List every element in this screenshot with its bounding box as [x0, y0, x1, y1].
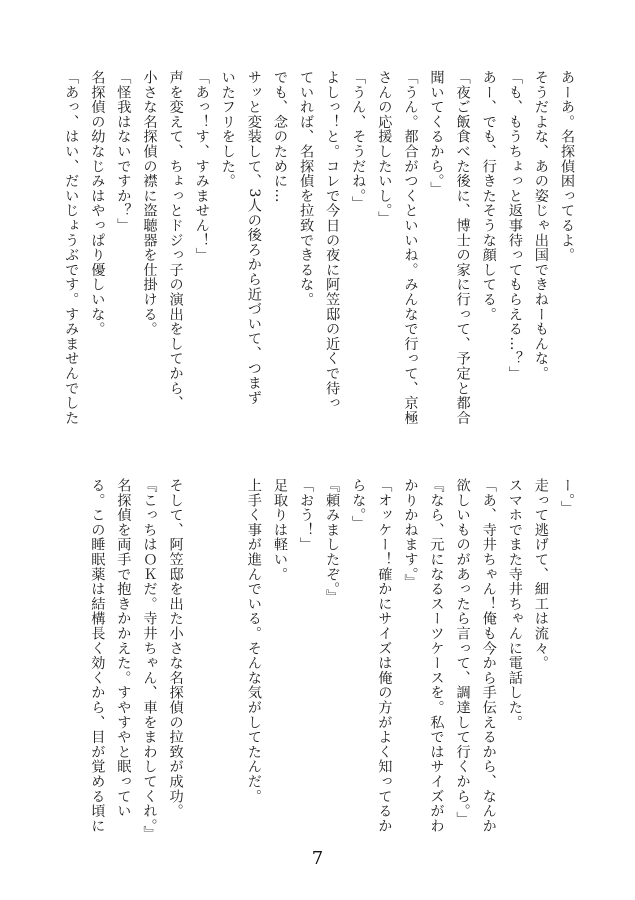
text-line: あーあ。名探偵困ってるよ。	[559, 70, 575, 263]
text-line: 名探偵を両手で抱きかかえた。すやすやと眠ってい	[115, 478, 132, 819]
text-line: 「あっ！す、すみません！」	[193, 70, 210, 263]
text-line: 『こっちはＯＫだ。寺井ちゃん、車をまわしてくれ。』	[141, 478, 158, 841]
text-line: 聞いてくるから。」	[428, 70, 445, 197]
text-line: 『頼みましたぞ。』	[324, 478, 341, 605]
text-line: 「うん、そうだね。」	[350, 70, 367, 211]
text-line: 「怪我はないですか？」	[115, 70, 132, 233]
text-line: 「うん。都合がつくといいね。みんなで行って、京極	[402, 70, 419, 426]
text-line: 名探偵の幼なじみはやっぱり優しいな。	[89, 70, 106, 337]
text-line: サッと変装して、3人の後ろから近づいて、つまず	[245, 70, 262, 406]
text-line: 声を変えて、ちょっとドジっ子の演出をしてから、	[167, 70, 184, 411]
text-line: いたフリをした。	[219, 70, 236, 189]
text-line: 「あ、寺井ちゃん！俺も今から手伝えるから、なんか	[480, 478, 497, 834]
text-line: 走って逃げて、細工は流々。	[532, 478, 549, 671]
text-line: そうだよな、あの姿じゃ出国できねーもんな。	[532, 70, 549, 381]
text-line: らな。」	[350, 478, 367, 531]
text-line: 「あっ、はい、だいじょうぶです。すみませんでした	[63, 70, 80, 426]
top-text-block	[52, 70, 580, 444]
text-line: ー。」	[559, 478, 575, 516]
text-line: かりかねます。』	[402, 478, 419, 590]
page-number: 7	[311, 848, 324, 869]
text-line: 『なら、元になるスーツケースを。私ではサイズがわ	[428, 478, 445, 834]
text-line: さんの応援したいし。」	[376, 70, 393, 226]
text-line: 上手く事が進んでいる。そんな気がしてたんだ。	[245, 478, 262, 804]
text-line: あー、でも、行きたそうな顔してる。	[480, 70, 497, 322]
text-line: 「オッケー！確かにサイズは俺の方がよく知ってるか	[376, 478, 393, 834]
text-line: 小さな名探偵の襟に盗聴器を仕掛ける。	[141, 70, 158, 337]
text-line: る。この睡眠薬は結構長く効くから、目が覚める頃に	[89, 478, 106, 834]
text-line: でも、念のために…	[271, 70, 288, 204]
text-line: 欲しいものがあったら言って、調達して行くから。」	[454, 478, 471, 827]
text-line: 「おう！」	[298, 478, 315, 552]
text-line: スマホでまた寺井ちゃんに電話した。	[506, 478, 523, 730]
text-line	[215, 478, 241, 852]
bottom-text-block	[52, 478, 580, 852]
text-line: 「も、もうちょっと返事待ってもらえる…？」	[506, 70, 523, 381]
text-line: ていれば、名探偵を拉致できるな。	[298, 70, 315, 307]
text-line: よしっ！と。コレで今日の夜に阿笠邸の近くで待っ	[324, 70, 341, 411]
text-line: 足取りは軽い。	[271, 478, 288, 582]
text-line	[189, 478, 215, 852]
text-line: そして、阿笠邸を出た小さな名探偵の拉致が成功。	[167, 478, 184, 819]
text-line: 「夜ご飯食べた後に、博士の家に行って、予定と都合	[454, 70, 471, 426]
